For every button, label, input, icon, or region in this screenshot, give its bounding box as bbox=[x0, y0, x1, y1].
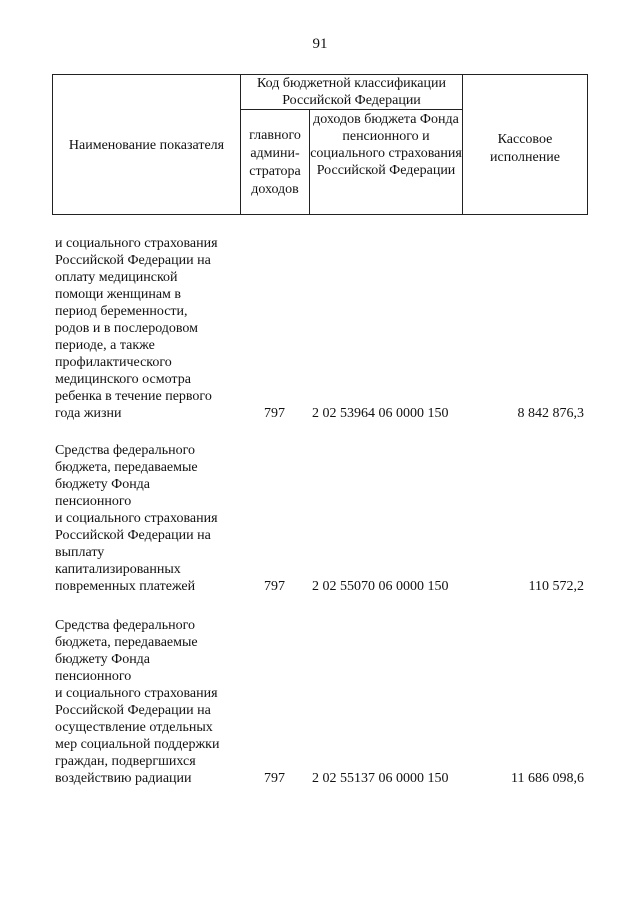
row-amount: 11 686 098,6 bbox=[511, 771, 584, 786]
row-admin-code: 797 bbox=[264, 579, 285, 594]
row-name: Средства федерального бюджета, передаваемые бюджету Фонда пенсионного и социального страхования Российской Федерации на выплату капитализированных повременных платежей bbox=[55, 443, 218, 594]
page-number: 91 bbox=[312, 36, 328, 52]
header-name-column: Наименование показателя bbox=[68, 138, 225, 153]
row-income-code: 2 02 55137 06 0000 150 bbox=[312, 771, 449, 786]
row-income-code: 2 02 55070 06 0000 150 bbox=[312, 579, 449, 594]
row-amount: 8 842 876,3 bbox=[517, 406, 584, 421]
header-income-column: доходов бюджета Фонда пенсионного и социального страхования Российской Федерации bbox=[310, 112, 462, 178]
row-admin-code: 797 bbox=[264, 406, 285, 421]
header-admin-column: главного админи-стратора доходов bbox=[249, 128, 301, 197]
row-amount: 110 572,2 bbox=[528, 579, 584, 594]
header-budget-classification: Код бюджетной классификации Российской Федерации bbox=[257, 76, 446, 108]
row-income-code: 2 02 53964 06 0000 150 bbox=[312, 406, 449, 421]
row-name: и социального страхования Российской Федерации на оплату медицинской помощи женщинам в период беременности, родов и в послеродовом периоде, а также профилактического медицинского осмотра ребенка в течение первого года жизни bbox=[55, 236, 218, 421]
header-amount-column: Кассовое исполнение bbox=[490, 132, 560, 165]
row-admin-code: 797 bbox=[264, 771, 285, 786]
row-name: Средства федерального бюджета, передаваемые бюджету Фонда пенсионного и социального страхования Российской Федерации на осуществление отдельных мер социальной поддержки граждан, подвергшихся воздействию радиации bbox=[55, 618, 220, 786]
